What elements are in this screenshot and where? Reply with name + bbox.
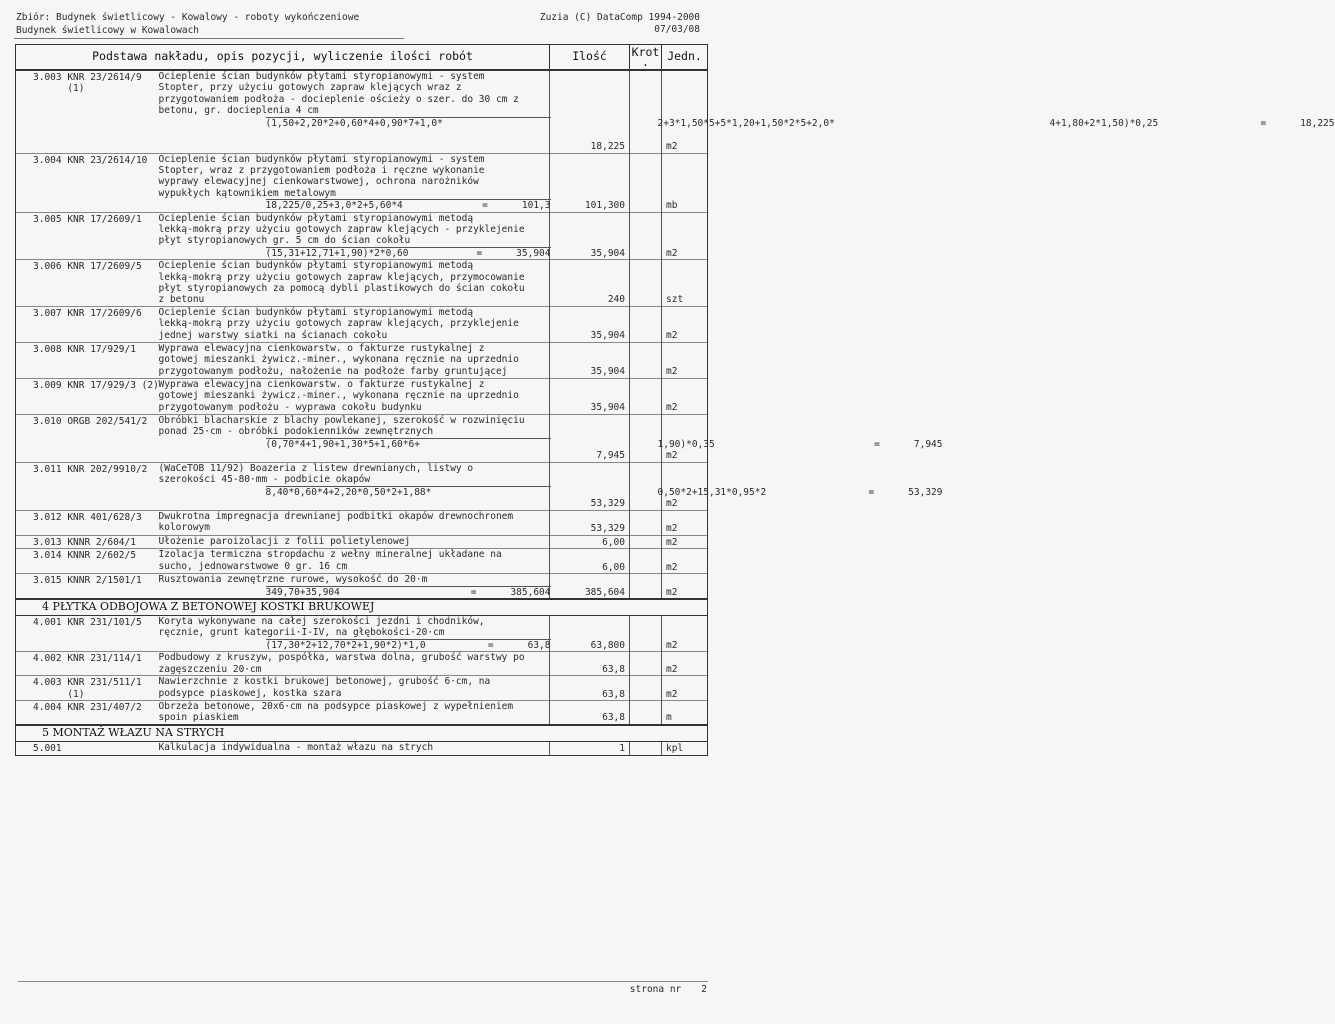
- item-code: 3.004 KNR 23/2614/10: [16, 153, 153, 212]
- calc-result-group: [874, 439, 942, 450]
- item-code: 4.001 KNR 231/101/5: [16, 616, 153, 652]
- calc-result: 7,945: [913, 438, 943, 450]
- item-quantity: 6,00: [550, 535, 630, 548]
- collection-title: Zbiór: Budynek świetlicowy - Kowalowy - roboty wykończeniowe: [16, 12, 360, 23]
- item-description: (WaCeTOB 11/92) Boazeria z listew drewnianych, listwy o szerokości 45-80·mm - podbicie okapów: [158, 462, 474, 486]
- estimate-row: [16, 549, 708, 574]
- calc-equals: =: [476, 247, 483, 259]
- estimate-row: [16, 510, 708, 535]
- calc-result-group: [476, 248, 550, 259]
- item-quantity: 53,329: [550, 510, 630, 535]
- item-quantity: 63,8: [550, 676, 630, 701]
- calc-line: [266, 438, 551, 450]
- item-krot: [630, 652, 662, 676]
- calc-expression: (17,30*2+12,70*2+1,90*2)*1,0: [265, 639, 426, 651]
- item-krot: [630, 378, 662, 414]
- page-number: 2: [701, 984, 707, 995]
- calc-result-group: [471, 587, 551, 598]
- item-unit: mb: [662, 153, 708, 212]
- item-unit: m2: [662, 616, 708, 652]
- item-description: Ocieplenie ścian budynków płytami styropianowymi - system Stopter, przy użyciu gotowych zapraw klejących wraz z przygotowaniem podłoża - docieplenie ościeży o szer. do 30 cm z betonu, gr. docieplenia 4 cm: [158, 71, 519, 117]
- item-krot: [630, 260, 662, 307]
- item-krot: [630, 676, 662, 701]
- item-krot: [630, 701, 662, 725]
- item-description-cell: [153, 741, 550, 755]
- item-code: 4.004 KNR 231/407/2: [16, 701, 153, 725]
- calc-line: [266, 586, 551, 598]
- item-unit: m2: [662, 414, 708, 462]
- item-code: 3.011 KNR 202/9910/2: [16, 462, 153, 510]
- calc-equals: =: [868, 486, 875, 498]
- print-date: 07/03/08: [654, 24, 700, 35]
- item-unit: m2: [662, 378, 708, 414]
- calc-result: 35,904: [516, 247, 551, 259]
- header-quantity: Ilość: [550, 45, 630, 71]
- item-description: Ocieplenie ścian budynków płytami styropianowymi metodą lekką-mokrą przy użyciu gotowych zapraw klejących - przyklejenie płyt styropianowych gr. 5 cm do ścian cokołu: [158, 212, 525, 247]
- estimate-row: [16, 616, 708, 652]
- item-code: 3.014 KNNR 2/602/5: [16, 549, 153, 574]
- header-unit: Jedn.: [662, 45, 708, 71]
- calc-expression: 0,50*2+15,31*0,95*2: [657, 486, 767, 498]
- header-description: Podstawa nakładu, opis pozycji, wyliczenie ilości robót: [16, 45, 550, 71]
- calc-expression: (1,50+2,20*2+0,60*4+0,90*7+1,0*: [265, 117, 443, 129]
- item-description-cell: [153, 574, 550, 599]
- item-description: Rusztowania zewnętrzne rurowe, wysokość do 20·m: [158, 574, 428, 586]
- calc-expression: (15,31+12,71+1,90)*2*0,60: [265, 247, 409, 259]
- estimate-row: [16, 306, 708, 342]
- item-description: Izolacja termiczna stropdachu z wełny mineralnej układane na sucho, jednowarstwowe 0 gr. 16 cm: [158, 549, 502, 572]
- item-quantity: 240: [550, 260, 630, 307]
- calc-line: [658, 439, 943, 450]
- calc-expression: 4+1,80+2*1,50)*0,25: [1049, 117, 1159, 129]
- calc-line: [658, 118, 943, 129]
- item-description: Dwukrotna impregnacja drewnianej podbitki okapów drewnochronem kolorowym: [158, 510, 514, 534]
- calc-expression: 1,90)*0,35: [657, 438, 715, 450]
- calc-equals: =: [482, 200, 488, 212]
- item-krot: [630, 342, 662, 378]
- calc-result: 53,329: [908, 486, 943, 498]
- item-code: 3.008 KNR 17/929/1: [16, 342, 153, 378]
- cost-estimate-table: [15, 44, 1335, 756]
- calc-result: 101,3: [521, 200, 551, 212]
- item-unit: m: [662, 701, 708, 725]
- footer-divider: [18, 981, 708, 982]
- header-krot-label: Krot: [631, 45, 660, 59]
- estimate-row: [16, 652, 708, 676]
- item-unit: m2: [662, 342, 708, 378]
- item-unit: kpl: [662, 741, 708, 755]
- item-description: Wyprawa elewacyjna cienkowarstw. o fakturze rustykalnej z gotowej mieszanki żywicz.-miner., wykonana ręcznie na uprzednio przygotowanym podłożu, nałożenie na podłoże farby gruntującej: [158, 342, 519, 377]
- calc-result: 385,604: [510, 586, 551, 598]
- estimate-row: [16, 153, 708, 212]
- calc-line: [266, 247, 551, 259]
- item-code: 3.007 KNR 17/2609/6: [16, 306, 153, 342]
- item-krot: [630, 510, 662, 535]
- calc-expression: (0,70*4+1,90+1,30*5+1,60*6+: [265, 438, 420, 450]
- item-unit: m2: [662, 70, 708, 153]
- estimate-row: [16, 378, 708, 414]
- item-code: 4.003 KNR 231/511/1 (1): [16, 676, 153, 701]
- item-quantity: 53,329: [550, 462, 630, 510]
- item-krot: [630, 535, 662, 548]
- calc-result-group: [488, 640, 551, 651]
- estimate-row: [16, 574, 708, 599]
- item-quantity: 18,225: [550, 70, 630, 153]
- item-quantity: 63,8: [550, 701, 630, 725]
- object-title: Budynek świetlicowy w Kowalowach: [16, 25, 200, 36]
- calc-equals: =: [487, 639, 494, 651]
- item-krot: [630, 153, 662, 212]
- item-code: 4.002 KNR 231/114/1: [16, 652, 153, 676]
- header-divider: [14, 38, 404, 39]
- item-description-cell: [153, 616, 550, 652]
- item-description: Koryta wykonywane na całej szerokości jezdni i chodników, ręcznie, grunt kategorii·I-IV, na głębokości·20·cm: [158, 616, 485, 639]
- item-unit: m2: [662, 462, 708, 510]
- item-code: 3.006 KNR 17/2609/5: [16, 260, 153, 307]
- item-quantity: 101,300: [550, 153, 630, 212]
- estimate-row: [16, 741, 708, 755]
- item-quantity: 63,800: [550, 616, 630, 652]
- estimate-row: [16, 676, 708, 701]
- item-code: 5.001: [16, 741, 153, 755]
- item-quantity: 6,00: [550, 549, 630, 574]
- item-description: Ocieplenie ścian budynków płytami styropianowymi metodą lekką-mokrą przy użyciu gotowych zapraw klejących, przymocowanie płyt styropianowych za pomocą dybli plastikowych do ścian cokołu z betonu: [158, 260, 525, 306]
- calc-result-group: [1260, 118, 1334, 129]
- item-unit: m2: [662, 535, 708, 548]
- item-description-cell: [153, 652, 550, 676]
- item-unit: m2: [662, 652, 708, 676]
- item-code: 3.010 ORGB 202/541/2: [16, 414, 153, 462]
- item-unit: m2: [662, 306, 708, 342]
- calc-equals: =: [874, 438, 880, 450]
- item-description: Ocieplenie ścian budynków płytami styropianowymi - system Stopter, wraz z przygotowaniem podłoża i ręczne wykonanie wyprawy elewacyjnej cienkowarstwowej, ochrona narożników wypukłych kątownikiem metalowym: [158, 153, 485, 199]
- page-footer: [630, 984, 707, 995]
- item-quantity: 35,904: [550, 378, 630, 414]
- item-description: Nawierzchnie z kostki brukowej betonowej, grubość 6·cm, na podsypce piaskowej, kostka szara: [158, 676, 491, 699]
- estimate-row: [16, 701, 708, 725]
- calc-line: [266, 117, 551, 129]
- item-code: 3.013 KNNR 2/604/1: [16, 535, 153, 548]
- estimate-row: [16, 70, 708, 153]
- estimate-row: [16, 212, 708, 260]
- item-quantity: 385,604: [550, 574, 630, 599]
- item-description: Obróbki blacharskie z blachy powlekanej, szerokość w rozwinięciu ponad 25·cm - obróbki podokienników zewnętrznych: [158, 414, 525, 438]
- item-quantity: 1: [550, 741, 630, 755]
- section-header-row: [16, 599, 708, 616]
- estimate-row: [16, 414, 708, 462]
- calc-line: [266, 486, 551, 498]
- item-krot: [630, 574, 662, 599]
- calc-result-group: [482, 200, 550, 211]
- item-description-cell: [153, 378, 550, 414]
- calc-equals: =: [470, 586, 477, 598]
- header-krot: [630, 45, 662, 71]
- estimate-row: [16, 535, 708, 548]
- item-code: 3.012 KNR 401/628/3: [16, 510, 153, 535]
- item-description-cell: [153, 701, 550, 725]
- page-label: strona nr: [629, 984, 682, 995]
- item-description-cell: [153, 260, 550, 307]
- item-description-cell: [153, 510, 550, 535]
- software-credit: Zuzia (C) DataComp 1994-2000: [539, 12, 700, 23]
- calc-equals: =: [1260, 117, 1267, 129]
- item-quantity: 35,904: [550, 342, 630, 378]
- estimate-row: [16, 462, 708, 510]
- item-unit: m2: [662, 574, 708, 599]
- item-description: Podbudowy z kruszyw, pospółka, warstwa dolna, grubość warstwy po zagęszczeniu 20·cm: [158, 652, 525, 675]
- section-header-row: [16, 725, 708, 742]
- calc-expression: 8,40*0,60*4+2,20*0,50*2+1,88*: [265, 486, 432, 498]
- calc-expression: 18,225/0,25+3,0*2+5,60*4: [265, 200, 403, 212]
- section-title: 5 MONTAŻ WŁAZU NA STRYCH: [16, 725, 708, 742]
- section-title: 4 PŁYTKA ODBOJOWA Z BETONOWEJ KOSTKI BRUKOWEJ: [16, 599, 708, 616]
- calc-line: [266, 639, 551, 651]
- header-krot-dot: .: [642, 55, 649, 69]
- item-description: Ocieplenie ścian budynków płytami styropianowymi metodą lekką-mokrą przy użyciu gotowych zapraw klejących, przyklejenie jednej warstwy siatki na ścianach cokołu: [158, 306, 519, 341]
- item-unit: m2: [662, 212, 708, 260]
- item-description: Wyprawa elewacyjna cienkowarstw. o fakturze rustykalnej z gotowej mieszanki żywicz.-miner., wykonana ręcznie na uprzednio przygotowanym podłożu - wyprawa cokołu budynku: [158, 378, 519, 413]
- calc-result: 18,225: [1300, 117, 1335, 129]
- item-unit: m2: [662, 676, 708, 701]
- item-unit: m2: [662, 510, 708, 535]
- item-quantity: 7,945: [550, 414, 630, 462]
- calc-expression: 349,70+35,904: [265, 586, 340, 598]
- item-code: 3.003 KNR 23/2614/9 (1): [16, 70, 153, 153]
- item-krot: [630, 549, 662, 574]
- estimate-row: [16, 260, 708, 307]
- calc-result: 63,8: [527, 639, 551, 651]
- item-description-cell: [153, 306, 550, 342]
- item-krot: [630, 70, 662, 153]
- item-code: 3.015 KNNR 2/1501/1: [16, 574, 153, 599]
- item-unit: szt: [662, 260, 708, 307]
- item-code: 3.009 KNR 17/929/3 (2): [16, 378, 153, 414]
- item-description-cell: [153, 549, 550, 574]
- item-quantity: 35,904: [550, 212, 630, 260]
- item-description-cell: [153, 535, 550, 548]
- calc-line: [266, 199, 551, 211]
- item-unit: m2: [662, 549, 708, 574]
- item-krot: [630, 616, 662, 652]
- item-description-cell: [153, 676, 550, 701]
- item-quantity: 35,904: [550, 306, 630, 342]
- calc-result-group: [868, 487, 942, 498]
- item-description: Ułożenie paroizolacji z folii polietylenowej: [158, 535, 411, 547]
- item-krot: [630, 741, 662, 755]
- calc-expression: 2+3*1,50*5+5*1,20+1,50*2*5+2,0*: [657, 117, 835, 129]
- calc-line: [658, 487, 943, 498]
- item-code: 3.005 KNR 17/2609/1: [16, 212, 153, 260]
- item-description: Kalkulacja indywidualna - montaż włazu na strych: [158, 741, 434, 753]
- calc-line: [1050, 118, 1335, 129]
- item-krot: [630, 306, 662, 342]
- item-description: Obrzeża betonowe, 20x6·cm na podsypce piaskowej z wypełnieniem spoin piaskiem: [158, 701, 514, 724]
- item-krot: [630, 212, 662, 260]
- estimate-row: [16, 342, 708, 378]
- item-description-cell: [153, 153, 550, 212]
- table-header-row: [16, 45, 708, 71]
- item-description-cell: [153, 212, 550, 260]
- item-quantity: 63,8: [550, 652, 630, 676]
- item-description-cell: [153, 342, 550, 378]
